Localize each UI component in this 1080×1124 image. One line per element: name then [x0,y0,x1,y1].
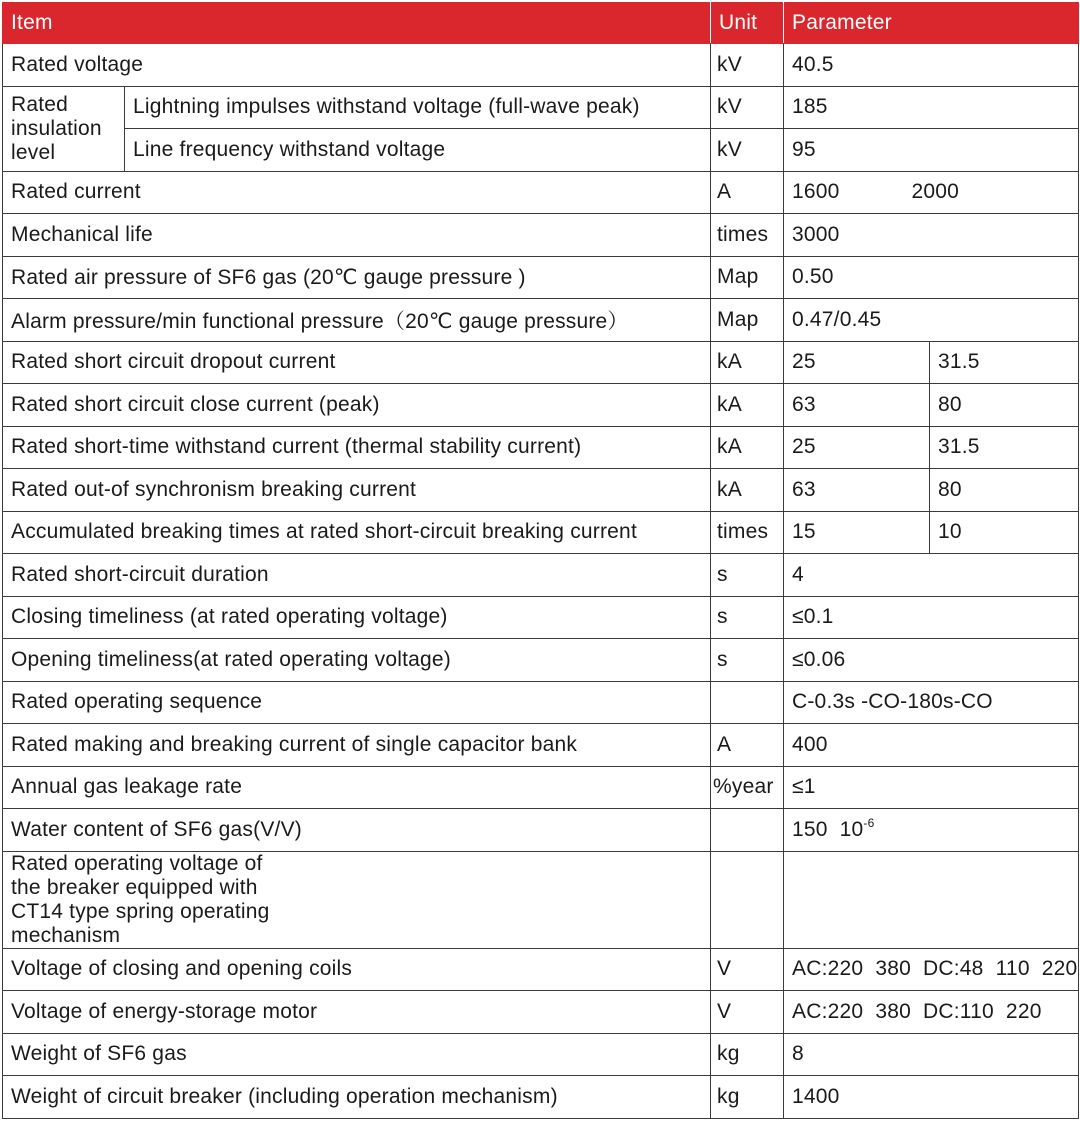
value-cell: 8 [784,1033,1079,1076]
value-cell: 40.5 [784,44,1079,87]
unit-cell: V [711,991,784,1034]
header-item: Item [3,3,711,44]
item-cell: Rated current [3,171,711,214]
value-cell: 185 [784,86,1079,129]
item-cell: Rated operating voltage of the breaker equipped with CT14 type spring operating mechanism [3,851,711,948]
unit-cell: %year [711,766,784,809]
unit-cell: Map [711,299,784,342]
table-row [3,681,1079,724]
unit-cell: kV [711,129,784,172]
value-cell [784,851,1079,948]
value-cell-1: 63 [784,469,930,512]
unit-cell: kA [711,341,784,384]
item-cell: Opening timeliness(at rated operating voltage) [3,639,711,682]
table-row [3,214,1079,257]
item-cell: Rated short-time withstand current (thermal stability current) [3,426,711,469]
table-row [3,724,1079,767]
table-row [3,299,1079,342]
value-cell [784,171,1079,214]
item-cell: Rated short-circuit duration [3,554,711,597]
table-row [3,554,1079,597]
item-cell: Line frequency withstand voltage [125,129,711,172]
item-cell: Voltage of energy-storage motor [3,991,711,1034]
item-cell: Weight of circuit breaker (including operation mechanism) [3,1076,711,1119]
table-row [3,86,1079,129]
water-value: 150 [792,817,828,841]
item-cell: Water content of SF6 gas(V/V) [3,809,711,852]
item-cell: Lightning impulses withstand voltage (full-wave peak) [125,86,711,129]
unit-cell: kV [711,44,784,87]
value-cell: 95 [784,129,1079,172]
unit-cell: kA [711,426,784,469]
item-cell: Rated short circuit dropout current [3,341,711,384]
value-cell: 0.47/0.45 [784,299,1079,342]
unit-cell: V [711,948,784,991]
unit-cell: kg [711,1033,784,1076]
value-cell-2: 10 [930,511,1079,554]
unit-cell: times [711,511,784,554]
unit-cell: A [711,171,784,214]
value-cell: ≤0.06 [784,639,1079,682]
item-cell: Rated operating sequence [3,681,711,724]
unit-cell [711,681,784,724]
unit-cell: kA [711,469,784,512]
value-cell-1: 15 [784,511,930,554]
table-row [3,44,1079,87]
value-cell [784,809,1079,852]
table-row [3,991,1079,1034]
water-exponent-power: -6 [863,815,875,830]
item-cell: Rated air pressure of SF6 gas (20℃ gauge pressure ) [3,256,711,299]
value-2: 2000 [911,180,960,204]
value-cell: C-0.3s -CO-180s-CO [784,681,1079,724]
water-exponent-base: 10 [839,817,864,841]
value-cell: 1400 [784,1076,1079,1119]
unit-cell: s [711,639,784,682]
table-row [3,171,1079,214]
value-cell-2: 80 [930,469,1079,512]
table-row [3,639,1079,682]
table-row [3,948,1079,991]
header-parameter: Parameter [784,3,1079,44]
spec-table [2,2,1079,1119]
unit-cell [711,851,784,948]
header-row [3,3,1079,44]
table-row [3,766,1079,809]
value-cell-1: 63 [784,384,930,427]
value-cell: ≤1 [784,766,1079,809]
unit-cell: s [711,554,784,597]
table-row [3,809,1079,852]
table-row [3,851,1079,948]
value-cell: AC:220 380 DC:48 110 220 [784,948,1079,991]
unit-cell [711,809,784,852]
item-cell: Alarm pressure/min functional pressure（20℃ gauge pressure） [3,299,711,342]
value-1: 1600 [792,180,840,204]
value-cell: 400 [784,724,1079,767]
item-cell: Weight of SF6 gas [3,1033,711,1076]
value-cell: ≤0.1 [784,596,1079,639]
value-cell: 4 [784,554,1079,597]
unit-cell: kV [711,86,784,129]
item-cell: Voltage of closing and opening coils [3,948,711,991]
item-cell: Rated making and breaking current of single capacitor bank [3,724,711,767]
value-cell-1: 25 [784,426,930,469]
item-cell: Accumulated breaking times at rated short-circuit breaking current [3,511,711,554]
table-row [3,511,1079,554]
value-cell-2: 31.5 [930,341,1079,384]
value-cell-1: 25 [784,341,930,384]
table-row [3,341,1079,384]
table-row [3,1076,1079,1119]
value-cell: 3000 [784,214,1079,257]
item-cell: Closing timeliness (at rated operating voltage) [3,596,711,639]
unit-cell: A [711,724,784,767]
item-cell: Annual gas leakage rate [3,766,711,809]
table-row [3,596,1079,639]
table-row [3,469,1079,512]
value-cell: AC:220 380 DC:110 220 [784,991,1079,1034]
unit-cell: Map [711,256,784,299]
table-row [3,1033,1079,1076]
table-row [3,384,1079,427]
item-cell: Rated short circuit close current (peak) [3,384,711,427]
unit-cell: kA [711,384,784,427]
value-cell: 0.50 [784,256,1079,299]
unit-cell: kg [711,1076,784,1119]
header-unit: Unit [711,3,784,44]
table-row [3,256,1079,299]
unit-cell: s [711,596,784,639]
unit-cell: times [711,214,784,257]
table-row [3,426,1079,469]
value-cell-2: 31.5 [930,426,1079,469]
item-cell: Mechanical life [3,214,711,257]
item-cell: Rated out-of synchronism breaking current [3,469,711,512]
value-cell-2: 80 [930,384,1079,427]
table-row [3,129,1079,172]
group-cell: Rated insulation level [3,86,125,171]
item-cell: Rated voltage [3,44,711,87]
